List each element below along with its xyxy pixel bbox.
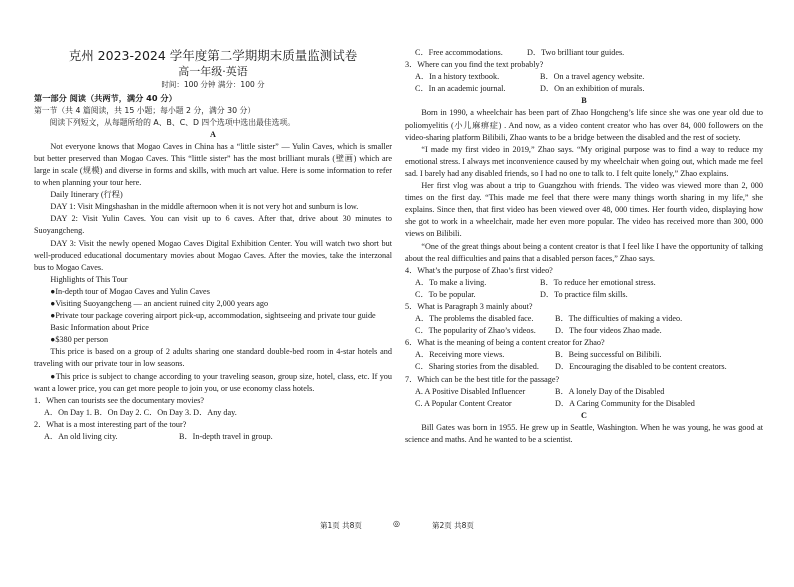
q4-options-ab: A．To make a living. B．To reduce her emotional stress. <box>415 277 656 287</box>
q1-stem: 1．When can tourists see the documentary movies? <box>34 395 205 405</box>
q2-options-ab: A．An old living city. B．In-depth travel in group. <box>44 432 273 442</box>
highlight-2: ●Visiting Suoyangcheng — an ancient ruined city 2,000 years ago <box>50 299 269 308</box>
q7-options-ab: A. A Positive Disabled Influencer B．A lonely Day of the Disabled <box>415 386 665 396</box>
q5-stem: 5．What is Paragraph 3 mainly about? <box>405 301 533 311</box>
price-note-2: ●This price is subject to change according to your traveling season, group size, hotel, class, etc. If you want a lower price, you can get more people to join you, or use economy class hotels. <box>34 371 392 393</box>
passage-c-letter: C <box>581 410 587 420</box>
center-mark-icon: ◎ <box>393 519 400 528</box>
section-heading: 第一节（共 4 篇阅读，共 15 小题；每小题 2 分，满分 30 分） <box>34 105 256 115</box>
day2: DAY 2: Visit Yulin Caves. You can visit up to 6 caves. After that, drive about 30 minutes to Suoyangcheng. <box>34 214 392 236</box>
q3-options-cd: C．In an academic journal. D．On an exhibition of murals. <box>415 84 645 94</box>
q2-stem: 2．What is a most interesting part of the tour? <box>34 419 187 429</box>
q3-stem: 3．Where can you find the text probably? <box>405 60 544 70</box>
q5-options-cd: C．The popularity of Zhao’s videos. D．The four videos Zhao made. <box>415 326 662 336</box>
q7-options-cd: C. A Popular Content Creator D．A Caring Community for the Disabled <box>415 398 695 408</box>
right-column <box>405 47 763 587</box>
passage-c-p1: Bill Gates was born in 1955. He grew up in Seattle, Washington. When he was young, he was good at science and maths. And he wanted to be a scientist. <box>405 422 763 444</box>
day3: DAY 3: Visit the newly opened Mogao Caves Digital Exhibition Center. You will watch two short but well-produced educational documentary movies about Mogao Caves. After the movies, take the interzonal bus to Mogao Caves. <box>34 238 392 272</box>
page-number-right: 第2页 共8页 <box>432 521 474 530</box>
q6-options-ab: A．Receiving more views. B．Being successful on Bilibili. <box>415 350 662 360</box>
price: ●$380 per person <box>50 335 109 345</box>
q6-stem: 6．What is the meaning of being a content creator for Zhao? <box>405 338 605 348</box>
q2-options-cd: C．Free accommodations. D．Two brilliant tour guides. <box>415 48 625 57</box>
left-column <box>34 0 392 540</box>
day1: DAY 1: Visit Mingshashan in the middle afternoon when it is not very hot and sunburn is low. <box>50 202 359 212</box>
q6-options-cd: C．Sharing stories from the disabled. D．Encouraging the disabled to be content creators. <box>415 362 727 372</box>
highlights-heading: Highlights of This Tour <box>50 274 128 284</box>
instruction: 阅读下列短文，从每题所给的 A、B、C、D 四个选项中选出最佳选项。 <box>49 117 295 127</box>
q3-options-ab: A．In a history textbook. B．On a travel agency website. <box>415 72 645 82</box>
exam-meta: 时间：100 分钟 满分：100 分 <box>161 80 265 89</box>
passage-b-p2: “I made my first video in 2019,” Zhao says. “My original purpose was to find a way to reduce my emotional stress. I always met inconvenience caused by my wheelchair when going out, which made me feel sad. I barely had any disabled friends, so I had no one to talk to. I felt quite lonely,” Zhao explains. <box>405 144 763 178</box>
itinerary-heading: Daily Itinerary (行程) <box>50 190 123 200</box>
part-heading: 第一部分 阅读（共两节，满分 40 分） <box>34 93 177 103</box>
passage-b-p4: “One of the great things about being a content creator is that I feel like I have the opportunity of talking about the real difficulties and pains that a disabled person faces,” Zhao says. <box>405 241 763 263</box>
page-number-left: 第1页 共8页 <box>320 521 362 530</box>
exam-subtitle: 高一年级·英语 <box>178 65 248 78</box>
highlight-3: ●Private tour package covering airport pick-up, accommodation, sightseeing and private tour guide <box>50 311 376 321</box>
price-heading: Basic Information about Price <box>50 323 149 333</box>
passage-a-letter: A <box>210 129 216 139</box>
q7-stem: 7．Which can be the best title for the passage? <box>405 374 560 384</box>
passage-b-letter: B <box>581 96 587 106</box>
q5-options-ab: A．The problems the disabled face. B．The difficulties of making a video. <box>415 314 683 324</box>
highlight-1: ●In-depth tour of Mogao Caves and Yulin Caves <box>50 286 210 296</box>
exam-title: 克州 2023-2024 学年度第二学期期末质量监测试卷 <box>68 48 358 63</box>
passage-a-intro: Not everyone knows that Mogao Caves in China has a “little sister” — Yulin Caves, which is smaller but better preserved than Mogao Caves. This “little sister” has the most brilliant murals (壁画) which are large in scale (规模) and diverse in forms and skills, with much art value. Here is some information to refer to when planning your tour here. <box>34 141 392 188</box>
q4-options-cd: C．To be popular. D．To practice film skills. <box>415 289 628 299</box>
passage-b-p1: Born in 1990, a wheelchair has been part of Zhao Hongcheng’s life since she was one year old due to poliomyelitis (小儿麻痹症) . And now, as a video content creator who has over 84, 000 followers on the video-sharing platform Bilibili, Zhao wants to be a bridge between the disabled and the rest of society. <box>405 108 763 142</box>
q1-options: A．On Day 1. B．On Day 2. C．On Day 3. D．Any day. <box>44 407 237 417</box>
q4-stem: 4．What’s the purpose of Zhao’s first video? <box>405 265 553 275</box>
price-note-1: This price is based on a group of 2 adults sharing one standard double-bed room in 4-star hotels and traveling with our private tour in low seasons. <box>34 347 392 369</box>
passage-b-p3: Her first vlog was about a trip to Guangzhou with friends. The video was viewed more than 2, 000 times on the first day. “This made me feel that there were many things worth sharing in my life,” she explains. Since then, that first video has been viewed over 48, 000 times. Her fourth video, displaying how she got to work in a wheelchair, made her even more popular. The video has received more than 300, 000 views on Bilibili. <box>405 181 763 239</box>
